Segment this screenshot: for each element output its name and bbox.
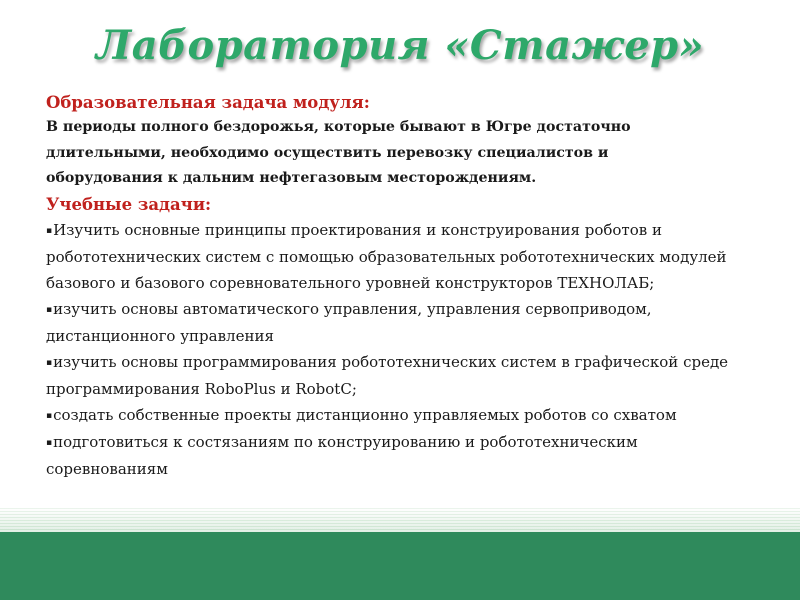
square-bullet-icon: ▪ — [46, 437, 53, 448]
slide-content — [46, 90, 776, 482]
module-goal-line: В периоды полного бездорожья, которые бывают в Югре достаточно — [46, 119, 631, 135]
module-goal-line: оборудования к дальним нефтегазовым месторождениям. — [46, 170, 537, 186]
task-line: ▪подготовиться к состязаниям по конструированию и робототехническим — [46, 432, 638, 451]
task-line: ▪изучить основы программирования робототехнических систем в графической среде — [46, 352, 729, 371]
tasks-heading: Учебные задачи: — [46, 194, 212, 214]
task-line: ▪изучить основы автоматического управления, управления сервоприводом, — [46, 299, 652, 318]
square-bullet-icon: ▪ — [46, 225, 53, 236]
tasks-list — [46, 217, 776, 482]
task-item — [46, 296, 776, 349]
module-goal-heading: Образовательная задача модуля: — [46, 93, 370, 112]
square-bullet-icon: ▪ — [46, 357, 53, 368]
task-item — [46, 429, 776, 482]
square-bullet-icon: ▪ — [46, 304, 53, 315]
module-goal-line: длительными, необходимо осуществить перевозку специалистов и — [46, 144, 609, 161]
task-line: ▪Изучить основные принципы проектирования и конструирования роботов и — [46, 220, 662, 239]
footer-stripes — [0, 508, 800, 532]
square-bullet-icon: ▪ — [46, 410, 53, 421]
task-line: ▪создать собственные проекты дистанционно управляемых роботов со схватом — [46, 405, 677, 424]
task-line: программирования RoboPlus и RobotC; — [46, 379, 357, 398]
task-line: робототехнических систем с помощью образовательных робототехнических модулей — [46, 247, 727, 266]
module-goal-text — [46, 115, 776, 192]
footer-band — [0, 532, 800, 600]
task-line: дистанционного управления — [46, 326, 274, 345]
slide-title: Лаборатория «Стажер» — [95, 22, 705, 69]
task-line: базового и базового соревновательного уровней конструкторов ТЕХНОЛАБ; — [46, 273, 655, 292]
task-item — [46, 402, 776, 429]
task-line: соревнованиям — [46, 459, 168, 478]
task-item — [46, 349, 776, 402]
task-item — [46, 217, 776, 296]
